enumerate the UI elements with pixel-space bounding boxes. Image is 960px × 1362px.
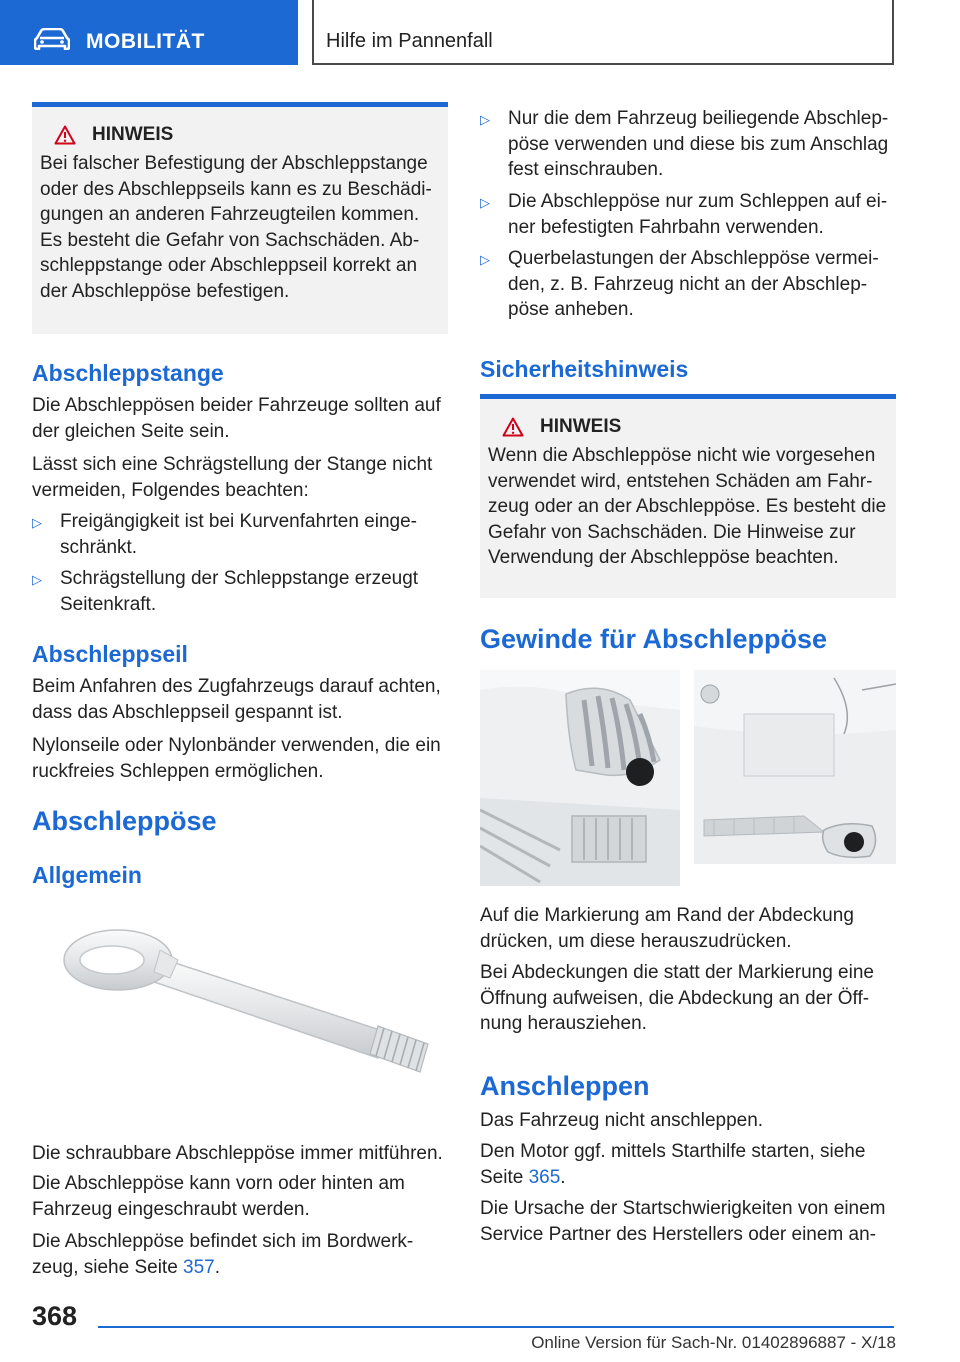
warning-note-head bbox=[40, 123, 440, 147]
paragraph: Die schraubbare Abschleppöse immer mitführen. bbox=[32, 1143, 443, 1164]
paragraph-with-link bbox=[32, 1229, 448, 1280]
list-item bbox=[480, 189, 896, 240]
page-link-357[interactable]: 357 bbox=[183, 1256, 215, 1278]
rear-bumper-image bbox=[694, 670, 896, 864]
heading-sicherheitshinweis: Sicherheitshinweis bbox=[480, 356, 689, 382]
warning-note-text: Wenn die Abschleppöse nicht wie vorgesehen verwendet wird, entstehen Schäden am Fahr-zeug oder an der Abschleppöse. Es besteht die Gefahr von Sachschäden. Die Hinweise zur Verwendung der Abschleppöse beachten. bbox=[488, 445, 887, 568]
heading-gewinde: Gewinde für Abschleppöse bbox=[480, 624, 828, 654]
paragraph: Die Ursache der Startschwierigkeiten von einem Service Partner des Herstellers oder einem an- bbox=[480, 1198, 886, 1245]
list-item-text: Schrägstellung der Schleppstange erzeugt Seitenkraft. bbox=[60, 568, 419, 615]
paragraph: Beim Anfahren des Zugfahrzeugs darauf achten, dass das Abschleppseil gespannt ist. bbox=[32, 676, 441, 723]
warning-icon bbox=[502, 417, 524, 437]
bullet-triangle-icon: ▷ bbox=[480, 252, 490, 267]
bullet-triangle-icon: ▷ bbox=[32, 572, 42, 587]
car-icon bbox=[34, 28, 70, 50]
paragraph-with-link bbox=[480, 1139, 896, 1190]
bullet-triangle-icon: ▷ bbox=[32, 515, 42, 530]
paragraph-text: Den Motor ggf. mittels Starthilfe starten, siehe Seite bbox=[480, 1141, 866, 1188]
chapter-header bbox=[312, 0, 894, 65]
paragraph: Die Abschleppösen beider Fahrzeuge sollten auf der gleichen Seite sein. bbox=[32, 395, 441, 442]
paragraph: Bei Abdeckungen die statt der Markierung eine Öffnung aufweisen, die Abdeckung an der Öff-nung herausziehen. bbox=[480, 962, 874, 1034]
heading-abschleppstange: Abschleppstange bbox=[32, 360, 224, 386]
front-bumper-image bbox=[480, 670, 680, 886]
list-item bbox=[480, 246, 896, 323]
warning-note-right bbox=[480, 394, 896, 598]
section-label: MOBILITÄT bbox=[86, 30, 205, 53]
paragraph: Die Abschleppöse kann vorn oder hinten am Fahrzeug eingeschraubt werden. bbox=[32, 1173, 405, 1220]
footer-divider bbox=[98, 1326, 894, 1328]
paragraph: Nylonseile oder Nylonbänder verwenden, die ein ruckfreies Schleppen ermöglichen. bbox=[32, 735, 441, 782]
section-tab[interactable] bbox=[0, 0, 298, 65]
heading-abschleppseil: Abschleppseil bbox=[32, 641, 188, 667]
paragraph-text: . bbox=[560, 1166, 566, 1188]
paragraph-text: Die Abschleppöse befindet sich im Bordwerk-zeug, siehe Seite bbox=[32, 1231, 414, 1278]
footer-text: Online Version für Sach-Nr. 01402896887 - X/18 bbox=[531, 1333, 896, 1352]
heading-abschleppoese: Abschleppöse bbox=[32, 806, 217, 836]
warning-note-title: HINWEIS bbox=[540, 416, 622, 437]
paragraph: Das Fahrzeug nicht anschleppen. bbox=[480, 1110, 764, 1131]
warning-note-title: HINWEIS bbox=[92, 124, 174, 145]
bullet-triangle-icon: ▷ bbox=[480, 195, 490, 210]
list-item bbox=[32, 509, 448, 560]
list-item-text: Nur die dem Fahrzeug beiliegende Abschlep-pöse verwenden und diese bis zum Anschlag fest einschrauben. bbox=[508, 108, 889, 180]
paragraph-text: . bbox=[214, 1256, 221, 1278]
page-number: 368 bbox=[32, 1301, 78, 1331]
heading-anschleppen: Anschleppen bbox=[480, 1071, 650, 1101]
page-link-365[interactable]: 365 bbox=[528, 1166, 561, 1188]
bullet-triangle-icon: ▷ bbox=[480, 112, 490, 127]
paragraph: Lässt sich eine Schrägstellung der Stange nicht vermeiden, Folgendes beachten: bbox=[32, 454, 433, 501]
list-item-text: Die Abschleppöse nur zum Schleppen auf ei-ner befestigten Fahrbahn verwenden. bbox=[508, 191, 888, 238]
heading-allgemein: Allgemein bbox=[32, 862, 142, 888]
chapter-title: Hilfe im Pannenfall bbox=[326, 30, 493, 52]
warning-icon bbox=[54, 125, 76, 145]
warning-note-head bbox=[488, 415, 888, 439]
tow-eye-image bbox=[56, 920, 440, 1100]
list-item-text: Freigängigkeit ist bei Kurvenfahrten einge-schränkt. bbox=[60, 511, 417, 558]
paragraph: Auf die Markierung am Rand der Abdeckung drücken, um diese herauszudrücken. bbox=[480, 905, 854, 952]
warning-note-text: Bei falscher Befestigung der Abschleppstange oder des Abschleppseils kann es zu Beschädi-gungen an anderen Fahrzeugteilen kommen. Es besteht die Gefahr von Sachschäden. Ab-schleppstange oder Abschleppseil korrekt an der Abschleppöse befestigen. bbox=[40, 153, 432, 302]
list-item bbox=[32, 566, 448, 617]
list-item bbox=[480, 106, 896, 183]
warning-note-left bbox=[32, 102, 448, 334]
list-item-text: Querbelastungen der Abschleppöse vermei-den, z. B. Fahrzeug nicht an der Abschlep-pöse anheben. bbox=[508, 248, 879, 320]
